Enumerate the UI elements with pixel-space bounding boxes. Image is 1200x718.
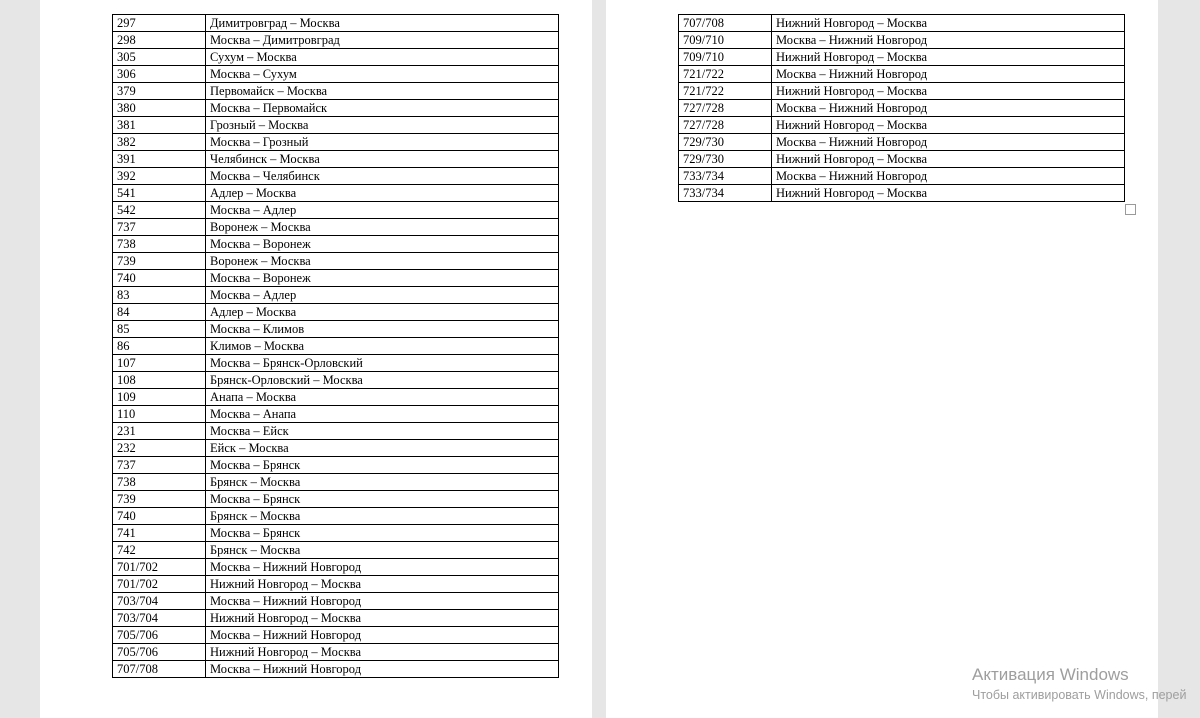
table-resize-handle-icon[interactable] [1125,204,1136,215]
route-cell[interactable]: Грозный – Москва [206,117,559,134]
route-cell[interactable]: Нижний Новгород – Москва [772,117,1125,134]
table-row [113,100,559,117]
table-row [113,593,559,610]
table-row [113,406,559,423]
route-cell[interactable]: Москва – Адлер [206,287,559,304]
table-row [113,270,559,287]
table-row [113,389,559,406]
train-number-cell[interactable]: 542 [113,202,206,219]
table-row [113,185,559,202]
table-row [679,151,1125,168]
train-number-cell[interactable]: 721/722 [679,83,772,100]
train-number-cell[interactable]: 381 [113,117,206,134]
table-row [679,117,1125,134]
route-cell[interactable]: Адлер – Москва [206,185,559,202]
table-row [113,559,559,576]
table-row [679,185,1125,202]
table-row [113,321,559,338]
train-number-cell[interactable]: 84 [113,304,206,321]
table-row [113,423,559,440]
route-cell[interactable]: Москва – Брянск [206,491,559,508]
document-page-right[interactable] [606,0,1158,718]
table-row [113,287,559,304]
table-row [113,66,559,83]
route-cell[interactable]: Димитровград – Москва [206,15,559,32]
train-number-cell[interactable]: 741 [113,525,206,542]
route-cell[interactable]: Москва – Брянск-Орловский [206,355,559,372]
table-row [113,508,559,525]
table-row [113,134,559,151]
table-row [679,32,1125,49]
table-row [679,168,1125,185]
train-number-cell[interactable]: 382 [113,134,206,151]
train-number-cell[interactable]: 109 [113,389,206,406]
train-number-cell[interactable]: 709/710 [679,49,772,66]
train-number-cell[interactable]: 380 [113,100,206,117]
train-number-cell[interactable]: 729/730 [679,151,772,168]
route-cell[interactable]: Москва – Климов [206,321,559,338]
train-number-cell[interactable]: 392 [113,168,206,185]
table-row [679,49,1125,66]
route-cell[interactable]: Москва – Нижний Новгород [772,32,1125,49]
train-number-cell[interactable]: 231 [113,423,206,440]
route-cell[interactable]: Челябинск – Москва [206,151,559,168]
train-number-cell[interactable]: 108 [113,372,206,389]
route-cell[interactable]: Москва – Нижний Новгород [206,661,559,678]
table-row [113,202,559,219]
route-cell[interactable]: Ейск – Москва [206,440,559,457]
table-row [113,355,559,372]
train-number-cell[interactable]: 232 [113,440,206,457]
train-number-cell[interactable]: 703/704 [113,610,206,627]
train-number-cell[interactable]: 733/734 [679,185,772,202]
train-number-cell[interactable]: 729/730 [679,134,772,151]
table-row [113,372,559,389]
train-number-cell[interactable]: 379 [113,83,206,100]
train-number-cell[interactable]: 707/708 [113,661,206,678]
route-cell[interactable]: Москва – Нижний Новгород [772,134,1125,151]
route-cell[interactable]: Москва – Нижний Новгород [206,593,559,610]
train-number-cell[interactable]: 703/704 [113,593,206,610]
table-row [679,15,1125,32]
train-number-cell[interactable]: 740 [113,508,206,525]
table-row [113,151,559,168]
route-cell[interactable]: Москва – Первомайск [206,100,559,117]
route-cell[interactable]: Москва – Нижний Новгород [206,559,559,576]
route-cell[interactable]: Нижний Новгород – Москва [206,610,559,627]
table-row [113,304,559,321]
train-number-cell[interactable]: 738 [113,474,206,491]
route-cell[interactable]: Сухум – Москва [206,49,559,66]
table-row [113,525,559,542]
train-number-cell[interactable]: 739 [113,491,206,508]
table-row [113,644,559,661]
watermark-subtitle: Чтобы активировать Windows, перей [972,688,1187,702]
train-number-cell[interactable]: 298 [113,32,206,49]
table-row [113,542,559,559]
table-row [679,66,1125,83]
train-number-cell[interactable]: 305 [113,49,206,66]
table-row [113,440,559,457]
route-cell[interactable]: Нижний Новгород – Москва [772,49,1125,66]
route-cell[interactable]: Москва – Нижний Новгород [772,100,1125,117]
train-number-cell[interactable]: 85 [113,321,206,338]
train-number-cell[interactable]: 701/702 [113,559,206,576]
table-row [113,168,559,185]
route-cell[interactable]: Москва – Челябинск [206,168,559,185]
route-cell[interactable]: Брянск – Москва [206,474,559,491]
route-cell[interactable]: Москва – Адлер [206,202,559,219]
train-number-cell[interactable]: 86 [113,338,206,355]
route-cell[interactable]: Брянск-Орловский – Москва [206,372,559,389]
train-number-cell[interactable]: 707/708 [679,15,772,32]
train-number-cell[interactable]: 721/722 [679,66,772,83]
document-page-left[interactable] [40,0,592,718]
train-number-cell[interactable]: 297 [113,15,206,32]
train-number-cell[interactable]: 740 [113,270,206,287]
table-row [679,83,1125,100]
table-row [113,338,559,355]
route-cell[interactable]: Нижний Новгород – Москва [772,15,1125,32]
route-cell[interactable]: Брянск – Москва [206,542,559,559]
train-number-cell[interactable]: 110 [113,406,206,423]
table-row [113,457,559,474]
route-table-right[interactable] [678,14,1125,202]
route-cell[interactable]: Москва – Димитровград [206,32,559,49]
route-cell[interactable]: Москва – Брянск [206,457,559,474]
route-cell[interactable]: Климов – Москва [206,338,559,355]
table-row [113,610,559,627]
table-row [113,491,559,508]
route-cell[interactable]: Москва – Нижний Новгород [772,168,1125,185]
train-number-cell[interactable]: 306 [113,66,206,83]
train-number-cell[interactable]: 737 [113,457,206,474]
table-row [113,627,559,644]
train-number-cell[interactable]: 709/710 [679,32,772,49]
windows-activation-watermark [972,664,1186,704]
route-table-left[interactable] [112,14,559,678]
train-number-cell[interactable]: 727/728 [679,100,772,117]
train-number-cell[interactable]: 733/734 [679,168,772,185]
route-cell[interactable]: Москва – Воронеж [206,270,559,287]
table-row [113,117,559,134]
train-number-cell[interactable]: 701/702 [113,576,206,593]
table-row [113,576,559,593]
table-row [113,219,559,236]
table-row [113,15,559,32]
train-number-cell[interactable]: 705/706 [113,644,206,661]
route-cell[interactable]: Нижний Новгород – Москва [206,576,559,593]
watermark-title: Активация Windows [972,665,1129,684]
train-number-cell[interactable]: 738 [113,236,206,253]
route-cell[interactable]: Нижний Новгород – Москва [772,83,1125,100]
route-cell[interactable]: Адлер – Москва [206,304,559,321]
train-number-cell[interactable]: 705/706 [113,627,206,644]
table-row [113,49,559,66]
route-cell[interactable]: Воронеж – Москва [206,253,559,270]
route-cell[interactable]: Москва – Сухум [206,66,559,83]
train-number-cell[interactable]: 541 [113,185,206,202]
route-cell[interactable]: Нижний Новгород – Москва [206,644,559,661]
route-cell[interactable]: Нижний Новгород – Москва [772,151,1125,168]
route-cell[interactable]: Брянск – Москва [206,508,559,525]
table-row [113,83,559,100]
route-table-left-body [113,15,559,678]
route-cell[interactable]: Москва – Воронеж [206,236,559,253]
train-number-cell[interactable]: 739 [113,253,206,270]
table-row [113,253,559,270]
route-cell[interactable]: Нижний Новгород – Москва [772,185,1125,202]
table-row [113,661,559,678]
route-cell[interactable]: Москва – Ейск [206,423,559,440]
train-number-cell[interactable]: 727/728 [679,117,772,134]
route-cell[interactable]: Москва – Грозный [206,134,559,151]
route-cell[interactable]: Москва – Нижний Новгород [772,66,1125,83]
train-number-cell[interactable]: 737 [113,219,206,236]
train-number-cell[interactable]: 83 [113,287,206,304]
train-number-cell[interactable]: 391 [113,151,206,168]
table-row [113,32,559,49]
route-table-right-body [679,15,1125,202]
table-row [113,236,559,253]
table-row [679,100,1125,117]
route-cell[interactable]: Москва – Нижний Новгород [206,627,559,644]
train-number-cell[interactable]: 107 [113,355,206,372]
table-row [113,474,559,491]
route-cell[interactable]: Москва – Брянск [206,525,559,542]
route-cell[interactable]: Москва – Анапа [206,406,559,423]
table-row [679,134,1125,151]
route-cell[interactable]: Воронеж – Москва [206,219,559,236]
route-cell[interactable]: Анапа – Москва [206,389,559,406]
route-cell[interactable]: Первомайск – Москва [206,83,559,100]
train-number-cell[interactable]: 742 [113,542,206,559]
